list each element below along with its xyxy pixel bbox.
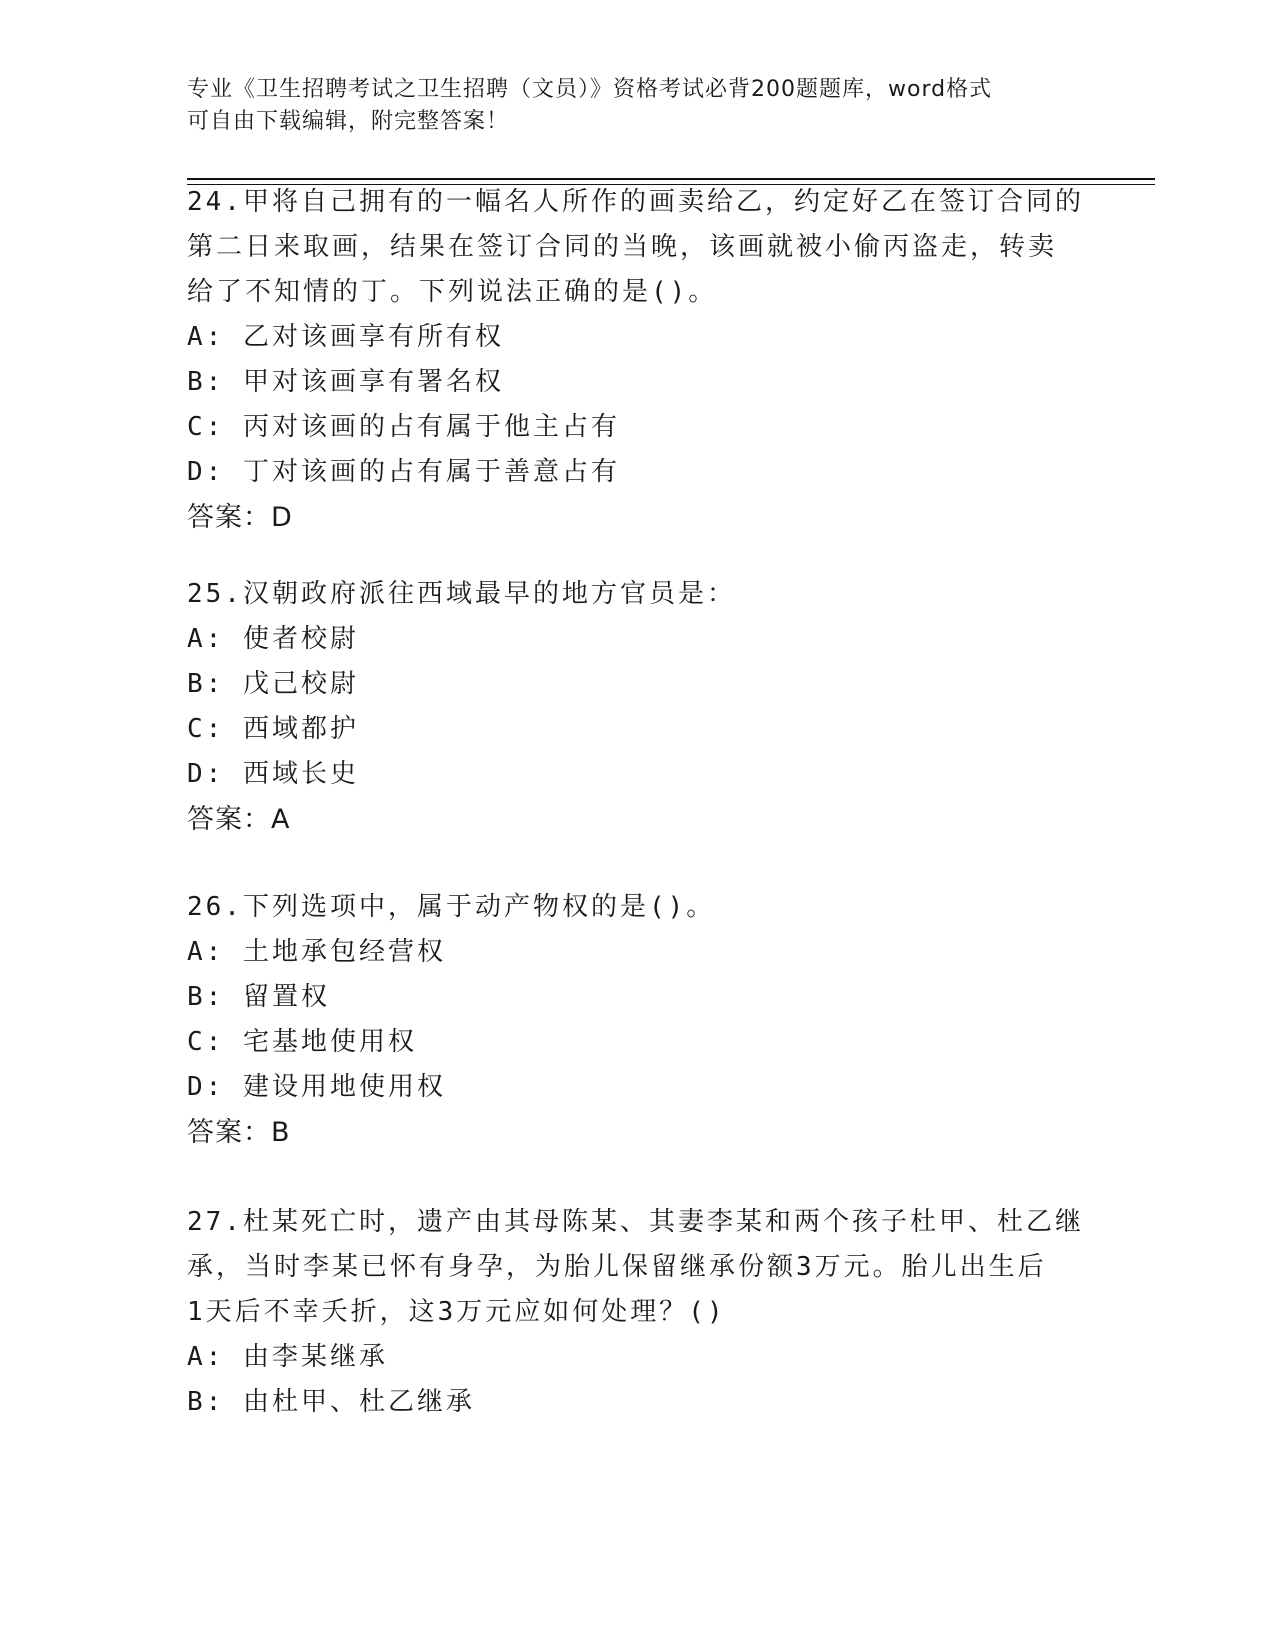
option-c: C: 丙对该画的占有属于他主占有: [187, 412, 620, 442]
option-c: C: 西域都护: [187, 714, 359, 744]
option-b: B: 由杜甲、杜乙继承: [187, 1387, 475, 1417]
question-stem-line: 承，当时李某已怀有身孕，为胎儿保留继承份额3万元。胎儿出生后: [187, 1252, 1047, 1282]
question-stem-line: 第二日来取画，结果在签订合同的当晚，该画就被小偷丙盗走，转卖: [187, 232, 1058, 262]
header-line-2: 可自由下载编辑，附完整答案！: [187, 109, 510, 134]
answer: 答案：B: [187, 1117, 291, 1148]
question-stem-line: 24.甲将自己拥有的一幅名人所作的画卖给乙，约定好乙在签订合同的: [187, 187, 1084, 217]
option-d: D: 建设用地使用权: [187, 1072, 446, 1102]
option-a: A: 由李某继承: [187, 1342, 388, 1372]
option-c: C: 宅基地使用权: [187, 1027, 417, 1057]
answer: 答案：D: [187, 502, 293, 533]
question-stem-line: 26.下列选项中，属于动产物权的是()。: [187, 892, 716, 922]
option-a: A: 乙对该画享有所有权: [187, 322, 504, 352]
header-line-1: 专业《卫生招聘考试之卫生招聘（文员）》资格考试必背200题题库，word格式: [187, 77, 993, 102]
option-b: B: 戊己校尉: [187, 669, 359, 699]
question-26: [187, 885, 1087, 1156]
question-25: [187, 572, 1087, 843]
option-a: A: 使者校尉: [187, 624, 359, 654]
document-header: [187, 74, 1087, 138]
option-b: B: 留置权: [187, 982, 330, 1012]
answer: 答案：A: [187, 804, 291, 835]
option-a: A: 土地承包经营权: [187, 937, 446, 967]
option-d: D: 丁对该画的占有属于善意占有: [187, 457, 620, 487]
option-d: D: 西域长史: [187, 759, 359, 789]
question-27: [187, 1200, 1087, 1425]
question-stem-line: 1天后不幸夭折，这3万元应如何处理？(): [187, 1297, 726, 1327]
option-b: B: 甲对该画享有署名权: [187, 367, 504, 397]
question-stem-line: 27.杜某死亡时，遗产由其母陈某、其妻李某和两个孩子杜甲、杜乙继: [187, 1207, 1084, 1237]
question-stem-line: 给了不知情的丁。下列说法正确的是()。: [187, 277, 718, 307]
question-24: [187, 180, 1087, 541]
question-stem-line: 25.汉朝政府派往西域最早的地方官员是：: [187, 579, 736, 609]
